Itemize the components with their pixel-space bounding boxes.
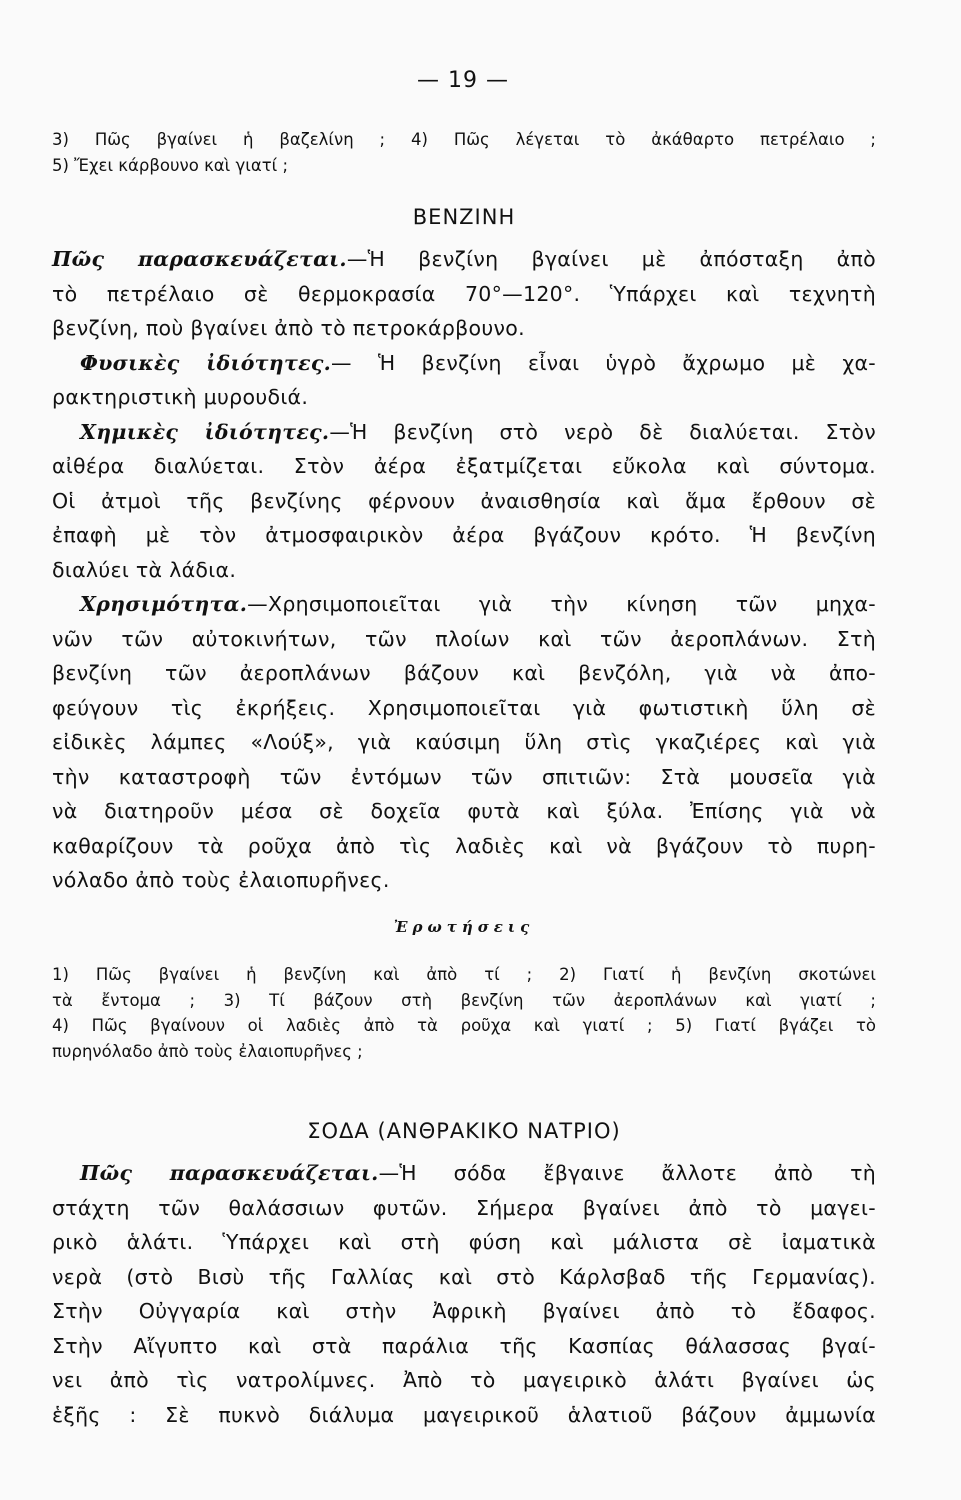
run-in-heading: Χημικὲς ἰδιότητες.	[80, 419, 330, 444]
question-line: 3) Πῶς βγαίνει ἡ βαζελίνη ; 4) Πῶς λέγεται τὸ ἀκάθαρτο πετρέλαιο ;	[52, 130, 876, 149]
section-heading-soda: ΣΟΔΑ (ΑΝΘΡΑΚΙΚΟ ΝΑΤΡΙΟ)	[307, 1119, 621, 1143]
section-heading-benzine: ΒΕΝΖΙΝΗ	[412, 205, 516, 229]
questions-title: Ἐρωτήσεις	[393, 918, 535, 936]
text-line	[52, 725, 876, 760]
text-line	[52, 1398, 876, 1433]
text-line	[52, 691, 876, 726]
run-in-heading: Πῶς παρασκευάζεται.	[52, 247, 347, 271]
text-line	[52, 622, 876, 657]
line-text: νερὰ (στὸ Βισὺ τῆς Γαλλίας καὶ στὸ Κάρλσβαδ τῆς Γερμανίας).	[52, 1264, 876, 1289]
text-line	[52, 1329, 876, 1364]
line-text: βενζίνη, ποὺ βγαίνει ἀπὸ τὸ πετροκάρβουνο.	[52, 316, 525, 340]
line-text: ἑξῆς : Σὲ πυκνὸ διάλυμα μαγειρικοῦ ἁλατιοῦ βάζουν ἀμμωνία	[52, 1402, 876, 1427]
line-text: τὸ πετρέλαιο σὲ θερμοκρασία 70°—120°. Ὑπάρχει καὶ τεχνητὴ	[52, 281, 876, 306]
line-text: ρικὸ ἁλάτι. Ὑπάρχει καὶ στὴ φύση καὶ μάλιστα σὲ ἰαματικὰ	[52, 1230, 876, 1254]
question-line: τὰ ἔντομα ; 3) Τί βάζουν στὴ βενζίνη τῶν ἀεροπλάνων καὶ γιατί ;	[52, 990, 876, 1010]
text-line	[52, 1260, 876, 1295]
line-text: ρακτηριστικὴ μυρουδιά.	[52, 385, 309, 409]
line-text: νόλαδο ἀπὸ τοὺς ἐλαιοπυρῆνες.	[52, 868, 390, 892]
text-line	[52, 656, 876, 691]
line-text: ἐπαφὴ μὲ τὸν ἀτμοσφαιρικὸν ἀέρα βγάζουν κρότο. Ἡ βενζίνη	[52, 523, 876, 547]
line-text: τὴν καταστροφὴ τῶν ἐντόμων τῶν σπιτιῶν: Στὰ μουσεῖα γιὰ	[52, 764, 876, 789]
text-line	[52, 1294, 876, 1329]
line-text: νὰ διατηροῦν μέσα σὲ δοχεῖα φυτὰ καὶ ξύλα. Ἐπίσης γιὰ νὰ	[52, 799, 876, 823]
previous-questions	[52, 127, 876, 178]
text-line	[52, 794, 876, 829]
question-line: 1) Πῶς βγαίνει ἡ βενζίνη καὶ ἀπὸ τί ; 2) Γιατί ἡ βενζίνη σκοτώνει	[52, 965, 876, 984]
text-line	[52, 829, 876, 864]
text-line	[52, 1156, 876, 1191]
text-line	[52, 518, 876, 553]
text-line	[52, 311, 876, 346]
line-text: —Χρησιμοποιεῖται γιὰ τὴν κίνηση τῶν μηχα-	[247, 592, 876, 616]
line-text: —Ἡ βενζίνη βγαίνει μὲ ἀπόσταξη ἀπὸ	[346, 247, 876, 271]
line-text: Οἱ ἀτμοὶ τῆς βενζίνης φέρνουν ἀναισθησία καὶ ἅμα ἔρθουν σὲ	[52, 488, 876, 513]
line-text: — Ἡ βενζίνη εἶναι ὑγρὸ ἄχρωμο μὲ χα-	[331, 350, 876, 375]
run-in-heading: Πῶς παρασκευάζεται.	[80, 1161, 379, 1185]
text-line	[52, 587, 876, 622]
text-line	[52, 553, 876, 588]
line-text: —Ἡ βενζίνη στὸ νερὸ δὲ διαλύεται. Στὸν	[329, 419, 876, 444]
line-text: βενζίνη τῶν ἀεροπλάνων βάζουν καὶ βενζόλη, γιὰ νὰ ἀπο-	[52, 661, 876, 685]
text-line	[52, 449, 876, 484]
text-line	[52, 277, 876, 312]
text-line	[52, 1225, 876, 1260]
line-text: —Ἡ σόδα ἔβγαινε ἄλλοτε ἀπὸ τὴ	[378, 1161, 877, 1185]
benzine-section-text	[52, 242, 876, 898]
line-text: καθαρίζουν τὰ ροῦχα ἀπὸ τὶς λαδιὲς καὶ νὰ βγάζουν τὸ πυρη-	[52, 833, 876, 858]
text-line	[52, 242, 876, 277]
line-text: διαλύει τὰ λάδια.	[52, 557, 237, 582]
line-text: νῶν τῶν αὐτοκινήτων, τῶν πλοίων καὶ τῶν ἀεροπλάνων. Στὴ	[52, 626, 876, 651]
line-text: Στὴν Οὐγγαρία καὶ στὴν Ἀφρικὴ βγαίνει ἀπὸ τὸ ἔδαφος.	[52, 1299, 876, 1323]
page-number: — 19 —	[417, 68, 509, 93]
text-line	[52, 1191, 876, 1226]
run-in-heading: Φυσικὲς ἰδιότητες.	[80, 350, 332, 375]
line-text: αἰθέρα διαλύεται. Στὸν ἀέρα ἐξατμίζεται εὔκολα καὶ σύντομα.	[52, 454, 876, 478]
line-text: νει ἀπὸ τὶς νατρολίμνες. Ἀπὸ τὸ μαγειρικὸ ἁλάτι βγαίνει ὡς	[52, 1368, 876, 1392]
question-line: 5) Ἔχει κάρβουνο καὶ γιατί ;	[52, 155, 289, 175]
line-text: εἰδικὲς λάμπες «Λούξ», γιὰ καύσιμη ὕλη στὶς γκαζιέρες καὶ γιὰ	[52, 730, 876, 754]
text-line	[52, 863, 876, 898]
questions-block	[52, 962, 876, 1064]
text-line	[52, 760, 876, 795]
line-text: φεύγουν τὶς ἐκρήξεις. Χρησιμοποιεῖται γιὰ φωτιστικὴ ὕλη σὲ	[52, 695, 876, 720]
run-in-heading: Χρησιμότητα.	[80, 592, 248, 616]
text-line	[52, 415, 876, 450]
line-text: στάχτη τῶν θαλάσσιων φυτῶν. Σήμερα βγαίνει ἀπὸ τὸ μαγει-	[52, 1195, 876, 1220]
soda-section-text	[52, 1156, 876, 1432]
text-line	[52, 1363, 876, 1398]
text-line	[52, 346, 876, 381]
text-line	[52, 484, 876, 519]
question-line: 4) Πῶς βγαίνουν οἱ λαδιὲς ἀπὸ τὰ ροῦχα καὶ γιατί ; 5) Γιατί βγάζει τὸ	[52, 1016, 876, 1035]
question-line: πυρηνόλαδο ἀπὸ τοὺς ἐλαιοπυρῆνες ;	[52, 1041, 363, 1061]
text-line	[52, 380, 876, 415]
line-text: Στὴν Αἴγυπτο καὶ στὰ παράλια τῆς Κασπίας θάλασσας βγαί-	[52, 1333, 876, 1358]
